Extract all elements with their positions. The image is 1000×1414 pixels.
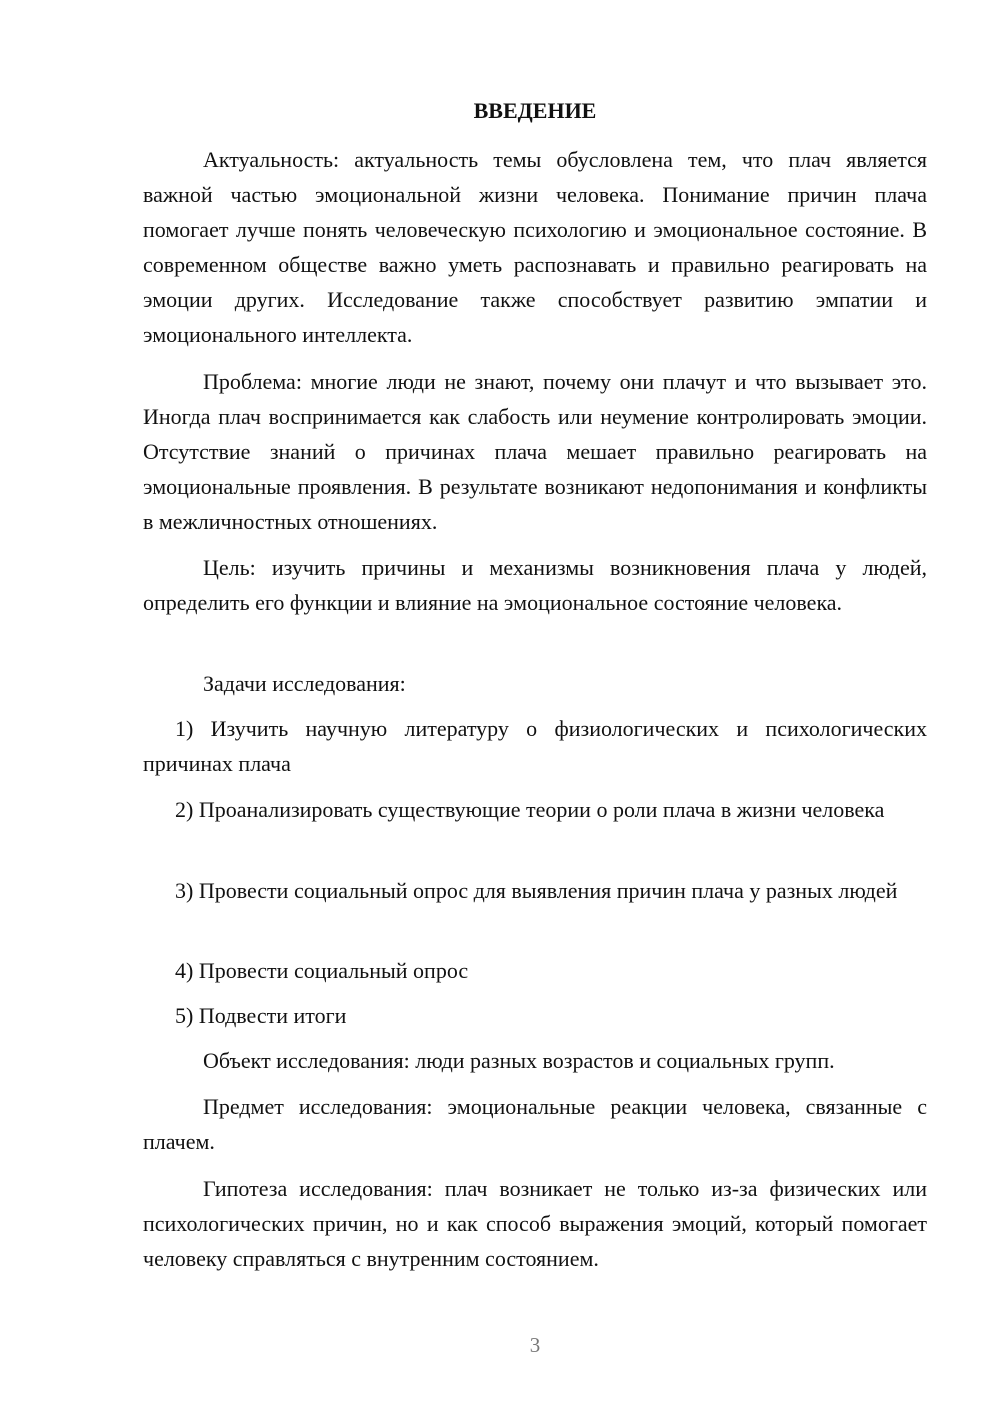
hypothesis-paragraph: Гипотеза исследования: плач возникает не только из-за физических или психологических причин, но и как способ выражения эмоций, который помогает человеку справляться с внутренним состоянием. — [143, 1176, 927, 1271]
goal-paragraph: Цель: изучить причины и механизмы возникновения плача у людей, определить его функции и влияние на эмоциональное состояние человека. — [143, 555, 927, 615]
page-title: ВВЕДЕНИЕ — [473, 98, 597, 123]
tasks-heading: Задачи исследования: — [203, 671, 406, 696]
page-number: 3 — [529, 1333, 541, 1357]
subject-paragraph: Предмет исследования: эмоциональные реакции человека, связанные с плачем. — [143, 1094, 927, 1154]
task-item-2: 2) Проанализировать существующие теории о роли плача в жизни человека — [175, 797, 885, 822]
task-item-1: 1) Изучить научную литературу о физиологических и психологических причинах плача — [143, 716, 927, 776]
task-item-4: 4) Провести социальный опрос — [175, 958, 469, 983]
task-item-3: 3) Провести социальный опрос для выявления причин плача у разных людей — [175, 878, 898, 903]
problem-paragraph: Проблема: многие люди не знают, почему они плачут и что вызывает это. Иногда плач воспринимается как слабость или неумение контролировать эмоции. Отсутствие знаний о причинах плача мешает правильно реагировать на эмоциональные проявления. В результате возникают недопонимания и конфликты в межличностных отношениях. — [143, 369, 927, 534]
relevance-paragraph: Актуальность: актуальность темы обусловлена тем, что плач является важной частью эмоциональной жизни человека. Понимание причин плача помогает лучше понять человеческую психологию и эмоциональное состояние. В современном обществе важно уметь распознавать и правильно реагировать на эмоции других. Исследование также способствует развитию эмпатии и эмоционального интеллекта. — [143, 147, 927, 347]
object-paragraph: Объект исследования: люди разных возрастов и социальных групп. — [203, 1048, 835, 1073]
task-item-5: 5) Подвести итоги — [175, 1003, 347, 1028]
